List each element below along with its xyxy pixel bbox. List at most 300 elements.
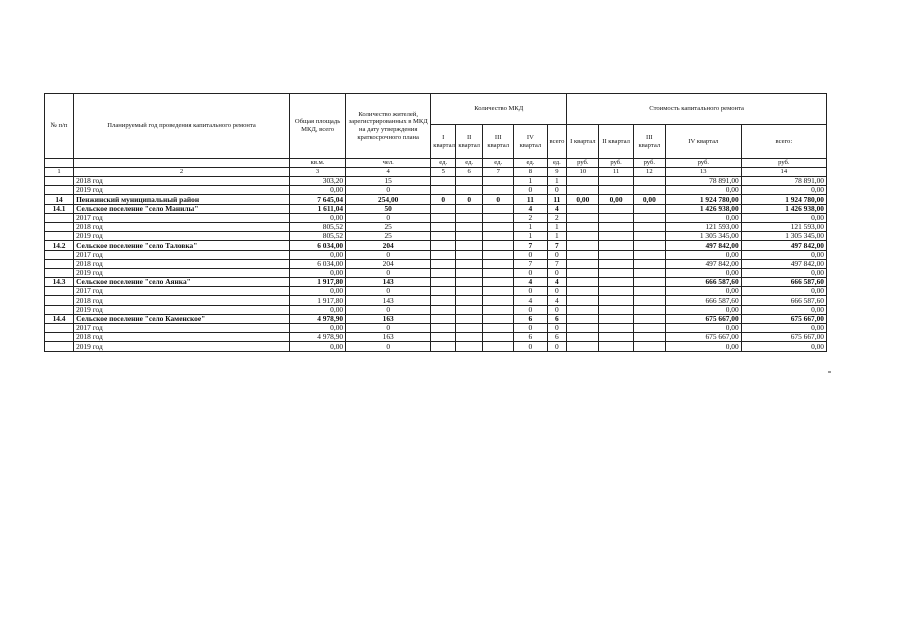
col-number: 13 [665,168,741,177]
row-cost-q3-cell [633,324,665,333]
row-mkd-q2-cell [456,305,483,314]
row-mkd-q4-cell: 7 [514,241,547,250]
table-row [45,222,827,231]
row-name-cell: 2018 год [74,333,290,342]
row-cost-q1-cell [567,287,599,296]
row-cost-q4-cell: 0,00 [665,324,741,333]
row-mkd-q2-cell [456,268,483,277]
row-name-cell: Сельское поселение "село Таловка" [74,241,290,250]
row-number-cell [45,259,74,268]
row-mkd-q4-cell: 0 [514,250,547,259]
row-area-cell: 0,00 [290,213,346,222]
table-row [45,177,827,186]
row-mkd-total-cell: 4 [547,278,567,287]
row-cost-total-cell: 0,00 [741,324,826,333]
row-cost-q2-cell [599,241,633,250]
row-name-cell: 2017 год [74,324,290,333]
header-area: Общая площадь МКД, всего [290,94,346,159]
row-cost-q2-cell [599,342,633,351]
row-number-cell [45,324,74,333]
row-residents-cell: 143 [346,296,431,305]
row-name-cell: 2018 год [74,177,290,186]
row-residents-cell: 204 [346,241,431,250]
column-numbers-row [45,168,827,177]
row-residents-cell: 254,00 [346,195,431,204]
row-cost-q3-cell [633,268,665,277]
table-header [45,94,827,177]
row-number-cell: 14.2 [45,241,74,250]
row-area-cell: 805,52 [290,222,346,231]
row-mkd-q1-cell [431,314,456,323]
row-number-cell [45,232,74,241]
row-cost-q2-cell [599,259,633,268]
row-mkd-total-cell: 0 [547,268,567,277]
row-mkd-q3-cell: 0 [483,195,514,204]
row-cost-q4-cell: 1 426 938,00 [665,204,741,213]
row-number-cell [45,296,74,305]
row-name-cell: 2018 год [74,222,290,231]
row-cost-q3-cell [633,213,665,222]
row-cost-q1-cell [567,222,599,231]
row-cost-q3-cell [633,241,665,250]
unit-cell: руб. [665,159,741,168]
row-cost-q2-cell [599,222,633,231]
col-number: 10 [567,168,599,177]
table-row [45,324,827,333]
row-mkd-q3-cell [483,222,514,231]
row-cost-q4-cell: 1 924 780,00 [665,195,741,204]
row-mkd-q3-cell [483,268,514,277]
row-name-cell: 2018 год [74,296,290,305]
row-mkd-q3-cell [483,186,514,195]
row-cost-q2-cell [599,305,633,314]
row-cost-total-cell: 0,00 [741,213,826,222]
row-mkd-q1-cell [431,177,456,186]
row-residents-cell: 0 [346,186,431,195]
col-number: 7 [483,168,514,177]
row-area-cell: 7 645,04 [290,195,346,204]
row-mkd-total-cell: 0 [547,324,567,333]
row-name-cell: 2017 год [74,213,290,222]
row-mkd-q1-cell [431,204,456,213]
header-mkd-count: Количество МКД [431,94,567,125]
row-cost-q3-cell [633,333,665,342]
col-number: 4 [346,168,431,177]
row-area-cell: 4 978,90 [290,333,346,342]
row-mkd-total-cell: 7 [547,259,567,268]
row-area-cell: 303,20 [290,177,346,186]
row-name-cell: 2019 год [74,232,290,241]
header-q3: III квартал [483,125,514,159]
row-residents-cell: 0 [346,287,431,296]
row-cost-total-cell: 675 667,00 [741,333,826,342]
table-row [45,296,827,305]
row-number-cell [45,213,74,222]
row-cost-q4-cell: 78 891,00 [665,177,741,186]
row-cost-total-cell: 1 426 938,00 [741,204,826,213]
row-number-cell [45,305,74,314]
col-number: 2 [74,168,290,177]
row-area-cell: 805,52 [290,232,346,241]
row-mkd-q3-cell [483,314,514,323]
row-mkd-q4-cell: 6 [514,333,547,342]
row-cost-q4-cell: 497 842,00 [665,259,741,268]
row-mkd-q4-cell: 4 [514,296,547,305]
unit-cell: руб. [567,159,599,168]
row-cost-q2-cell [599,213,633,222]
unit-cell: кв.м. [290,159,346,168]
row-cost-q4-cell: 0,00 [665,213,741,222]
row-cost-q3-cell [633,232,665,241]
row-name-cell: Сельское поселение "село Аянка" [74,278,290,287]
unit-cell: ед. [547,159,567,168]
row-mkd-q2-cell [456,314,483,323]
row-residents-cell: 15 [346,177,431,186]
row-mkd-q2-cell [456,232,483,241]
row-residents-cell: 0 [346,250,431,259]
row-mkd-q4-cell: 0 [514,342,547,351]
row-mkd-q4-cell: 0 [514,268,547,277]
row-mkd-q1-cell [431,342,456,351]
row-number-cell: 14 [45,195,74,204]
row-cost-q4-cell: 0,00 [665,305,741,314]
row-mkd-q2-cell [456,204,483,213]
row-cost-q2-cell [599,177,633,186]
row-cost-q1-cell [567,324,599,333]
row-area-cell: 1 917,80 [290,296,346,305]
row-mkd-q1-cell [431,259,456,268]
row-mkd-q2-cell [456,333,483,342]
row-mkd-q2-cell [456,222,483,231]
row-cost-q3-cell [633,287,665,296]
row-cost-q2-cell [599,287,633,296]
row-area-cell: 1 917,80 [290,278,346,287]
row-number-cell [45,333,74,342]
row-cost-total-cell: 0,00 [741,268,826,277]
row-cost-q4-cell: 1 305 345,00 [665,232,741,241]
row-cost-q3-cell [633,342,665,351]
row-cost-q1-cell [567,314,599,323]
col-number: 9 [547,168,567,177]
row-cost-q1-cell [567,241,599,250]
row-cost-q3-cell [633,296,665,305]
table-row [45,232,827,241]
table-row [45,241,827,250]
header-q2: II квартал [456,125,483,159]
row-mkd-total-cell: 1 [547,177,567,186]
header-cost-q2: II квартал [599,125,633,159]
row-cost-q4-cell: 497 842,00 [665,241,741,250]
table-row [45,250,827,259]
row-cost-q3-cell [633,259,665,268]
row-mkd-q1-cell [431,278,456,287]
row-cost-q2-cell [599,268,633,277]
row-cost-total-cell: 1 305 345,00 [741,232,826,241]
row-area-cell: 4 978,90 [290,314,346,323]
row-cost-total-cell: 675 667,00 [741,314,826,323]
row-area-cell: 0,00 [290,268,346,277]
table-row [45,204,827,213]
row-mkd-q3-cell [483,232,514,241]
row-mkd-q3-cell [483,333,514,342]
header-cost-q4: IV квартал [665,125,741,159]
unit-cell: ед. [431,159,456,168]
row-mkd-q2-cell [456,213,483,222]
row-mkd-total-cell: 2 [547,213,567,222]
table-row [45,213,827,222]
row-area-cell: 6 034,00 [290,241,346,250]
row-cost-q2-cell [599,278,633,287]
col-number: 8 [514,168,547,177]
row-cost-q1-cell [567,250,599,259]
row-cost-q3-cell [633,177,665,186]
row-number-cell [45,287,74,296]
row-area-cell: 0,00 [290,305,346,314]
units-row [45,159,827,168]
row-cost-total-cell: 497 842,00 [741,241,826,250]
row-cost-total-cell: 0,00 [741,305,826,314]
row-area-cell: 0,00 [290,287,346,296]
row-mkd-q2-cell: 0 [456,195,483,204]
row-mkd-total-cell: 4 [547,296,567,305]
row-mkd-q2-cell [456,296,483,305]
row-cost-total-cell: 121 593,00 [741,222,826,231]
row-mkd-q1-cell [431,232,456,241]
row-cost-q3-cell [633,314,665,323]
row-mkd-q4-cell: 0 [514,186,547,195]
row-name-cell: 2019 год [74,342,290,351]
row-cost-q2-cell [599,296,633,305]
row-number-cell [45,186,74,195]
row-cost-total-cell: 0,00 [741,287,826,296]
row-number-cell [45,342,74,351]
row-cost-q1-cell [567,259,599,268]
table-row [45,287,827,296]
row-name-cell: 2019 год [74,305,290,314]
unit-cell: ед. [483,159,514,168]
header-total: всего [547,125,567,159]
unit-cell: руб. [599,159,633,168]
row-area-cell: 6 034,00 [290,259,346,268]
row-cost-total-cell: 0,00 [741,342,826,351]
row-mkd-total-cell: 11 [547,195,567,204]
row-mkd-total-cell: 0 [547,305,567,314]
row-cost-q1-cell [567,213,599,222]
repair-plan-table [44,93,827,352]
row-residents-cell: 163 [346,314,431,323]
row-number-cell: 14.4 [45,314,74,323]
row-residents-cell: 0 [346,342,431,351]
unit-cell: ед. [456,159,483,168]
row-cost-q4-cell: 675 667,00 [665,314,741,323]
row-number-cell: 14.1 [45,204,74,213]
row-mkd-q3-cell [483,177,514,186]
row-cost-total-cell: 0,00 [741,186,826,195]
row-mkd-q3-cell [483,241,514,250]
row-mkd-q2-cell [456,259,483,268]
col-number: 3 [290,168,346,177]
row-mkd-q1-cell [431,305,456,314]
row-mkd-q1-cell [431,287,456,296]
row-mkd-q1-cell [431,324,456,333]
row-cost-q1-cell [567,278,599,287]
row-mkd-q4-cell: 2 [514,213,547,222]
row-number-cell [45,268,74,277]
row-mkd-q1-cell [431,250,456,259]
row-cost-total-cell: 78 891,00 [741,177,826,186]
header-cost: Стоимость капитального ремонта [567,94,827,125]
row-mkd-q3-cell [483,287,514,296]
capital-repair-plan-sheet [44,93,827,352]
row-name-cell: 2019 год [74,268,290,277]
header-cost-q1: I квартал [567,125,599,159]
row-mkd-total-cell: 0 [547,287,567,296]
row-name-cell: 2018 год [74,259,290,268]
row-mkd-q3-cell [483,305,514,314]
table-row [45,333,827,342]
row-mkd-q1-cell [431,241,456,250]
row-name-cell: Пенжинский муниципальный район [74,195,290,204]
row-cost-q2-cell [599,324,633,333]
row-mkd-q2-cell [456,250,483,259]
row-mkd-q2-cell [456,278,483,287]
row-cost-q2-cell [599,232,633,241]
row-residents-cell: 143 [346,278,431,287]
row-cost-q1-cell [567,342,599,351]
row-cost-q1-cell [567,333,599,342]
row-cost-total-cell: 0,00 [741,250,826,259]
row-mkd-total-cell: 6 [547,333,567,342]
row-mkd-q4-cell: 1 [514,232,547,241]
table-row [45,195,827,204]
row-mkd-total-cell: 1 [547,222,567,231]
row-mkd-q2-cell [456,241,483,250]
col-number: 6 [456,168,483,177]
row-mkd-total-cell: 6 [547,314,567,323]
row-cost-q2-cell [599,314,633,323]
row-residents-cell: 204 [346,259,431,268]
row-cost-q4-cell: 0,00 [665,250,741,259]
row-mkd-q3-cell [483,278,514,287]
header-residents: Количество жителей, зарегистрированных в МКД на дату утверждения краткосрочного плана [346,94,431,159]
row-number-cell [45,222,74,231]
table-row [45,268,827,277]
row-mkd-q3-cell [483,250,514,259]
row-cost-q1-cell [567,268,599,277]
row-name-cell: 2019 год [74,186,290,195]
row-mkd-q2-cell [456,177,483,186]
row-cost-q3-cell [633,250,665,259]
row-cost-q1-cell [567,305,599,314]
row-cost-q1-cell [567,296,599,305]
row-mkd-q3-cell [483,259,514,268]
row-name-cell: Сельское поселение "село Манилы" [74,204,290,213]
header-num: № п/п [45,94,74,159]
row-mkd-q4-cell: 1 [514,222,547,231]
row-cost-q2-cell: 0,00 [599,195,633,204]
row-residents-cell: 0 [346,305,431,314]
row-cost-q3-cell [633,222,665,231]
row-mkd-q1-cell [431,186,456,195]
row-mkd-q4-cell: 6 [514,314,547,323]
row-area-cell: 1 611,04 [290,204,346,213]
header-year: Планируемый год проведения капитального ремонта [74,94,290,159]
row-cost-q4-cell: 0,00 [665,186,741,195]
row-cost-q1-cell: 0,00 [567,195,599,204]
row-mkd-q3-cell [483,342,514,351]
table-row [45,305,827,314]
header-cost-q3: III квартал [633,125,665,159]
table-row [45,314,827,323]
row-cost-q1-cell [567,186,599,195]
unit-cell: руб. [633,159,665,168]
row-cost-q4-cell: 666 587,60 [665,278,741,287]
row-name-cell: Сельское поселение "село Каменское" [74,314,290,323]
row-cost-q2-cell [599,333,633,342]
row-residents-cell: 25 [346,222,431,231]
row-number-cell [45,250,74,259]
col-number: 14 [741,168,826,177]
col-number: 12 [633,168,665,177]
row-mkd-q4-cell: 0 [514,324,547,333]
row-mkd-q3-cell [483,204,514,213]
row-residents-cell: 25 [346,232,431,241]
row-name-cell: 2017 год [74,287,290,296]
unit-cell: руб. [741,159,826,168]
row-area-cell: 0,00 [290,186,346,195]
row-mkd-q3-cell [483,213,514,222]
row-cost-q4-cell: 675 667,00 [665,333,741,342]
row-mkd-q2-cell [456,342,483,351]
row-cost-q4-cell: 0,00 [665,268,741,277]
row-mkd-q1-cell [431,333,456,342]
row-mkd-q4-cell: 4 [514,278,547,287]
row-cost-q1-cell [567,204,599,213]
row-cost-q2-cell [599,186,633,195]
table-row [45,259,827,268]
table-row [45,186,827,195]
row-cost-q3-cell [633,186,665,195]
col-number: 5 [431,168,456,177]
row-mkd-q2-cell [456,287,483,296]
row-mkd-total-cell: 0 [547,186,567,195]
row-cost-total-cell: 1 924 780,00 [741,195,826,204]
row-cost-q1-cell [567,232,599,241]
row-mkd-q4-cell: 4 [514,204,547,213]
row-residents-cell: 0 [346,213,431,222]
unit-cell: ед. [514,159,547,168]
row-residents-cell: 163 [346,333,431,342]
row-cost-q2-cell [599,204,633,213]
header-q4: IV квартал [514,125,547,159]
row-area-cell: 0,00 [290,324,346,333]
table-body [45,177,827,352]
row-cost-q2-cell [599,250,633,259]
row-cost-q1-cell [567,177,599,186]
header-cost-total: всего: [741,125,826,159]
row-area-cell: 0,00 [290,250,346,259]
margin-mark [828,371,831,373]
col-number: 11 [599,168,633,177]
row-cost-q4-cell: 666 587,60 [665,296,741,305]
row-mkd-q4-cell: 1 [514,177,547,186]
row-number-cell: 14.3 [45,278,74,287]
row-mkd-q1-cell [431,213,456,222]
row-cost-q3-cell [633,204,665,213]
row-cost-q4-cell: 121 593,00 [665,222,741,231]
row-cost-q4-cell: 0,00 [665,287,741,296]
row-name-cell: 2017 год [74,250,290,259]
